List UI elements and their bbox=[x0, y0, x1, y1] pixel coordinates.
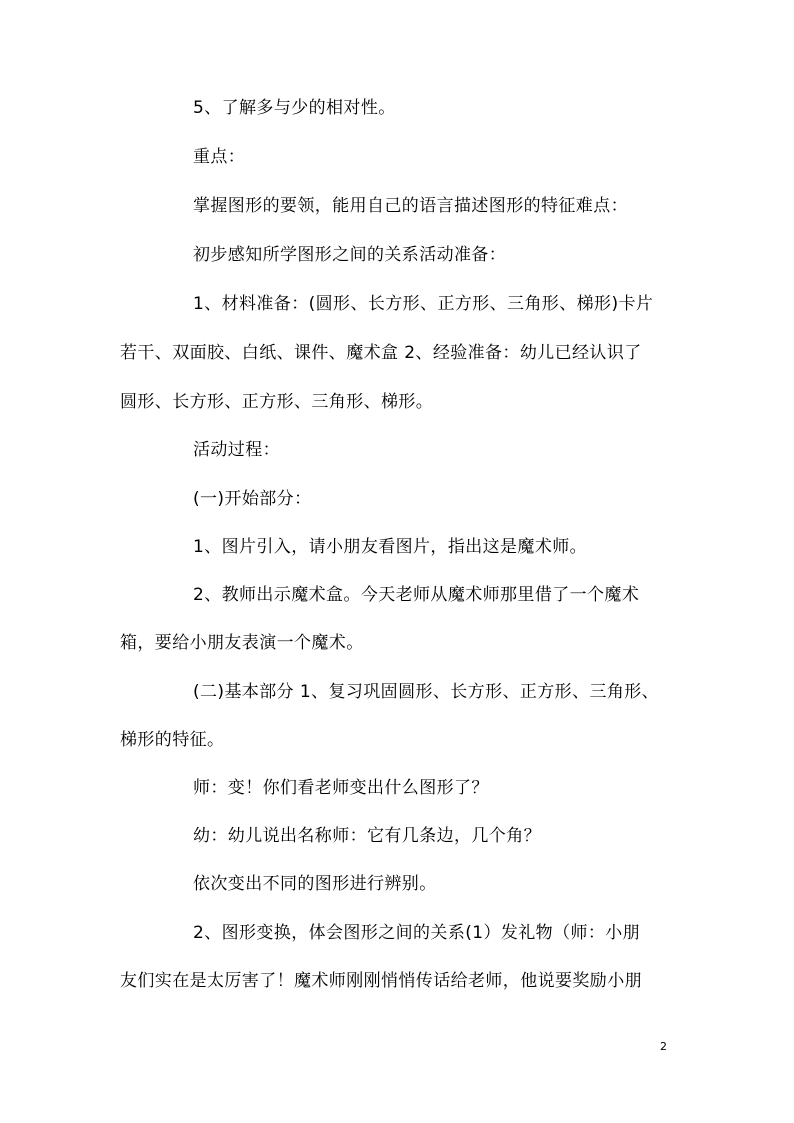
text-line: 圆形、长方形、正方形、三角形、梯形。 bbox=[120, 392, 434, 412]
text-line: 2、图形变换，体会图形之间的关系(1）发礼物（师：小朋 bbox=[193, 923, 641, 943]
text-line: 初步感知所学图形之间的关系活动准备： bbox=[193, 245, 507, 265]
text-line: 依次变出不同的图形进行辨别。 bbox=[193, 874, 437, 894]
text-line: 掌握图形的要领，能用自己的语言描述图形的特征难点： bbox=[193, 196, 628, 216]
text-line: 重点： bbox=[193, 147, 246, 167]
text-line: 箱，要给小朋友表演一个魔术。 bbox=[120, 633, 364, 653]
page-number: 2 bbox=[660, 1040, 667, 1053]
text-line: 1、材料准备：(圆形、长方形、正方形、三角形、梯形)卡片 bbox=[193, 294, 654, 314]
text-line: 活动过程： bbox=[193, 440, 280, 460]
text-line: 师：变！你们看老师变出什么图形了？ bbox=[193, 778, 489, 798]
text-line: (一)开始部分： bbox=[193, 489, 312, 509]
text-line: 1、图片引入，请小朋友看图片，指出这是魔术师。 bbox=[193, 537, 588, 557]
text-line: 5、了解多与少的相对性。 bbox=[193, 98, 396, 118]
text-line: 友们实在是太厉害了！魔术师刚刚悄悄传话给老师，他说要奖励小朋 bbox=[120, 971, 642, 991]
text-line: 2、教师出示魔术盒。今天老师从魔术师那里借了一个魔术 bbox=[193, 585, 640, 605]
text-line: 若干、双面胶、白纸、课件、魔术盒 2、经验准备：幼儿已经认识了 bbox=[120, 343, 642, 363]
text-line: 幼：幼儿说出名称师：它有几条边，几个角？ bbox=[193, 826, 541, 846]
text-line: 梯形的特征。 bbox=[120, 730, 225, 750]
text-line: (二)基本部分 1、复习巩固圆形、长方形、正方形、三角形、 bbox=[193, 682, 660, 702]
